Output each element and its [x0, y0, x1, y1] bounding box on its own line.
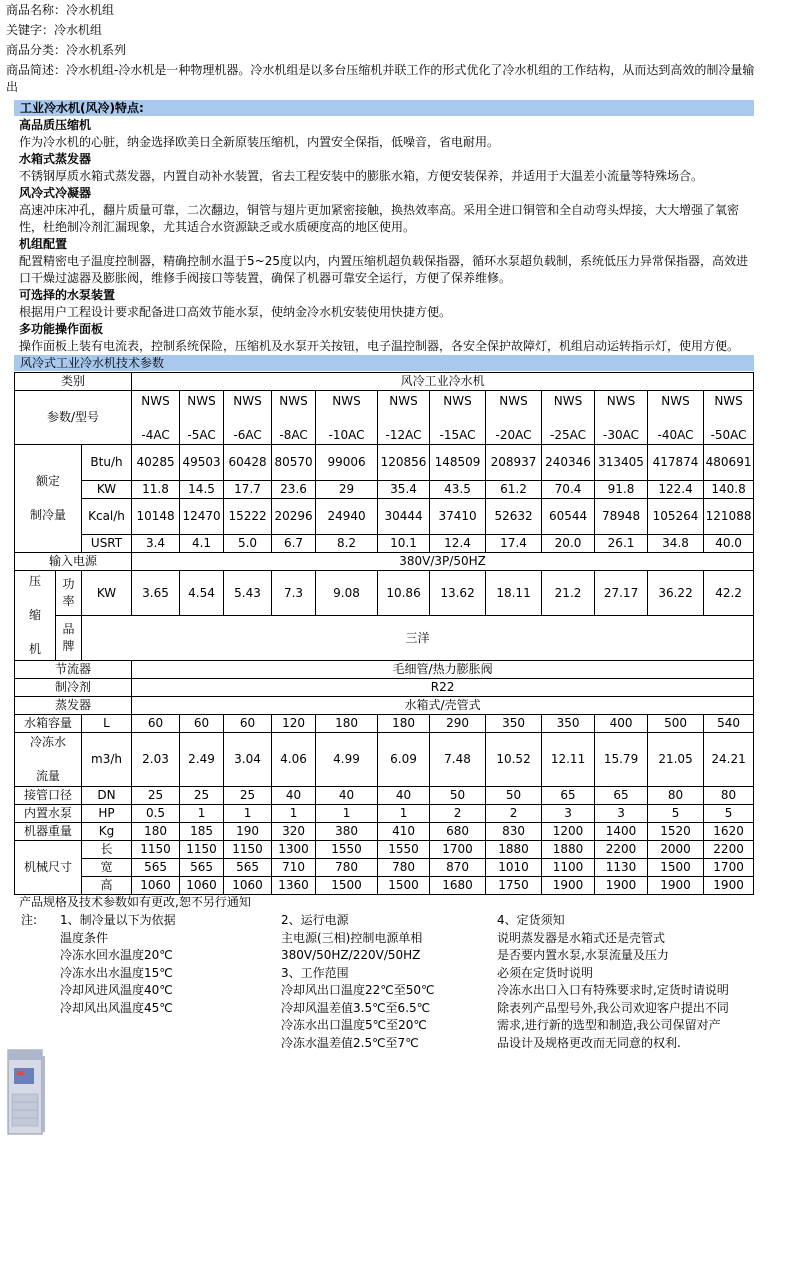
feature-heading: 水箱式蒸发器	[19, 152, 92, 166]
model-cell	[704, 391, 754, 445]
value-cell: 3	[542, 805, 595, 823]
value-cell: 40	[316, 787, 378, 805]
compressor-label: 压 缩 机	[15, 571, 56, 661]
value-cell: 60	[180, 715, 224, 733]
value-cell: 7.3	[272, 571, 316, 616]
value-cell: 2200	[704, 841, 754, 859]
value-cell: 40285	[132, 445, 180, 481]
value-cell: 25	[132, 787, 180, 805]
value-cell: 1360	[272, 877, 316, 895]
value-cell: 1150	[224, 841, 272, 859]
value-cell: 25	[224, 787, 272, 805]
value-cell: 780	[316, 859, 378, 877]
model-cell	[595, 391, 648, 445]
model-suffix: -6AC	[233, 428, 262, 442]
value-cell: 12.11	[542, 733, 595, 787]
value-cell: 400	[595, 715, 648, 733]
feature-heading: 高品质压缩机	[19, 118, 92, 132]
value-cell: 1100	[542, 859, 595, 877]
value-cell: 80	[704, 787, 754, 805]
value-cell: 3.4	[132, 535, 180, 553]
weight-label: 机器重量	[15, 823, 82, 841]
value-cell: 52632	[486, 499, 542, 535]
value-cell: 14.5	[180, 481, 224, 499]
value-cell: 4.54	[180, 571, 224, 616]
refrigerant-label: 制冷剂	[15, 679, 132, 697]
value-cell: 3.65	[132, 571, 180, 616]
value-cell: 10148	[132, 499, 180, 535]
value-cell: 60	[224, 715, 272, 733]
product-intro: 商品简述：冷水机组-冷水机是一种物理机器。冷水机组是以多台压缩机并联工作的形式优化了冷水机组的工作结构，从而达到高效的制冷量输出	[6, 63, 755, 94]
value-cell: 1550	[316, 841, 378, 859]
note-line: 1、制冷量以下为依据	[60, 913, 176, 927]
unit-cell: Kcal/h	[82, 499, 132, 535]
value-cell: 1880	[486, 841, 542, 859]
value-cell: 60428	[224, 445, 272, 481]
value-cell: 1060	[180, 877, 224, 895]
unit-cell: L	[82, 715, 132, 733]
value-cell: 3.04	[224, 733, 272, 787]
pipe-label: 接管口径	[15, 787, 82, 805]
unit-cell: m3/h	[82, 733, 132, 787]
value-cell: 417874	[648, 445, 704, 481]
value-cell: 21.05	[648, 733, 704, 787]
value-cell: 565	[224, 859, 272, 877]
value-cell: 40	[272, 787, 316, 805]
model-prefix: NWS	[553, 394, 583, 408]
value-cell: 122.4	[648, 481, 704, 499]
value-cell: 42.2	[704, 571, 754, 616]
value-cell: 13.62	[430, 571, 486, 616]
value-cell: 24.21	[704, 733, 754, 787]
unit-cell: 宽	[82, 859, 132, 877]
note-line: 温度条件	[60, 930, 109, 945]
value-cell: 1010	[486, 859, 542, 877]
value-cell: 1500	[378, 877, 430, 895]
value-cell: 40	[378, 787, 430, 805]
product-keyword: 关键字：冷水机组	[6, 23, 103, 37]
value-cell: 480691	[704, 445, 754, 481]
value-cell: 50	[430, 787, 486, 805]
value-cell: 1520	[648, 823, 704, 841]
value-cell: 870	[430, 859, 486, 877]
unit-cell: Btu/h	[82, 445, 132, 481]
value-cell: 148509	[430, 445, 486, 481]
value-cell: 27.17	[595, 571, 648, 616]
value-cell: 780	[378, 859, 430, 877]
model-prefix: NWS	[233, 394, 262, 408]
value-cell: 1700	[430, 841, 486, 859]
value-cell: 20.0	[542, 535, 595, 553]
value-cell: 18.11	[486, 571, 542, 616]
value-cell: 500	[648, 715, 704, 733]
value-cell: 5.0	[224, 535, 272, 553]
feature-heading: 机组配置	[19, 237, 68, 251]
note-line: 必须在定货时说明	[497, 965, 594, 980]
model-cell	[180, 391, 224, 445]
flow-label: 冷冻水 流量	[15, 733, 82, 787]
value-cell: 1400	[595, 823, 648, 841]
model-suffix: -8AC	[279, 428, 308, 442]
value-cell: 37410	[430, 499, 486, 535]
throttle-value: 毛细管/热力膨胀阀	[132, 661, 754, 679]
value-cell: 1750	[486, 877, 542, 895]
value-cell: 26.1	[595, 535, 648, 553]
notes-prefix: 注:	[21, 913, 38, 927]
note-line: 冷却风温差值3.5℃至6.5℃	[281, 1000, 431, 1015]
feature-heading: 可选择的水泵装置	[19, 288, 116, 302]
note-line: 冷冻水温差值2.5℃至7℃	[281, 1035, 419, 1050]
cooling-label: 额定 制冷量	[15, 445, 82, 553]
value-cell: 1	[180, 805, 224, 823]
value-cell: 208937	[486, 445, 542, 481]
value-cell: 17.7	[224, 481, 272, 499]
value-cell: 121088	[704, 499, 754, 535]
value-cell: 1060	[132, 877, 180, 895]
model-suffix: -4AC	[141, 428, 170, 442]
notes-col-3	[497, 912, 729, 1052]
value-cell: 2	[430, 805, 486, 823]
value-cell: 7.48	[430, 733, 486, 787]
model-prefix: NWS	[187, 394, 216, 408]
chiller-machine-image	[6, 1046, 46, 1138]
model-prefix: NWS	[714, 394, 743, 408]
value-cell: 29	[316, 481, 378, 499]
value-cell: 1900	[704, 877, 754, 895]
evaporator-value: 水箱式/壳管式	[132, 697, 754, 715]
model-cell	[378, 391, 430, 445]
refrigerant-value: R22	[132, 679, 754, 697]
note-line: 380V/50HZ/220V/50HZ	[281, 948, 421, 962]
features-band: 工业冷水机(风冷)特点:	[14, 100, 754, 116]
value-cell: 4.99	[316, 733, 378, 787]
value-cell: 2200	[595, 841, 648, 859]
note-line: 2、运行电源	[281, 913, 349, 927]
feature-text: 操作面板上装有电流表，控制系统保险，压缩机及水泵开关按钮，电子温控制器，各安全保护故障灯，机组启动运转指示灯，使用方便。	[19, 339, 740, 353]
spec-band: 风冷式工业冷水机技术参数	[14, 355, 754, 371]
category-label: 类别	[15, 373, 132, 391]
value-cell: 350	[486, 715, 542, 733]
value-cell: 1	[272, 805, 316, 823]
model-cell	[272, 391, 316, 445]
value-cell: 290	[430, 715, 486, 733]
value-cell: 1	[316, 805, 378, 823]
value-cell: 4.1	[180, 535, 224, 553]
value-cell: 15.79	[595, 733, 648, 787]
note-line: 除表列产品型号外,我公司欢迎客户提出不同	[497, 1000, 729, 1015]
value-cell: 180	[378, 715, 430, 733]
model-suffix: -20AC	[495, 428, 532, 442]
value-cell: 180	[316, 715, 378, 733]
model-suffix: -50AC	[710, 428, 747, 442]
value-cell: 1500	[316, 877, 378, 895]
power-label: 输入电源	[15, 553, 132, 571]
pump-label: 内置水泵	[15, 805, 82, 823]
model-prefix: NWS	[606, 394, 636, 408]
value-cell: 120	[272, 715, 316, 733]
feature-heading: 多功能操作面板	[19, 322, 104, 336]
tank-label: 水箱容量	[15, 715, 82, 733]
model-prefix: NWS	[141, 394, 170, 408]
value-cell: 1300	[272, 841, 316, 859]
value-cell: 140.8	[704, 481, 754, 499]
value-cell: 0.5	[132, 805, 180, 823]
note-line: 冷却风出口温度22℃至50℃	[281, 983, 435, 997]
feature-text: 作为冷水机的心脏，纳金选择欧美日全新原装压缩机，内置安全保指，低噪音，省电耐用。	[19, 135, 500, 149]
model-suffix: -5AC	[187, 428, 216, 442]
value-cell: 91.8	[595, 481, 648, 499]
model-cell	[542, 391, 595, 445]
value-cell: 61.2	[486, 481, 542, 499]
value-cell: 15222	[224, 499, 272, 535]
value-cell: 10.1	[378, 535, 430, 553]
value-cell: 12.4	[430, 535, 486, 553]
features-list	[19, 117, 759, 355]
note-line: 4、定货须知	[497, 913, 565, 927]
value-cell: 320	[272, 823, 316, 841]
model-prefix: NWS	[499, 394, 528, 408]
category-value: 风冷工业冷水机	[132, 373, 754, 391]
value-cell: 9.08	[316, 571, 378, 616]
note-line: 需求,进行新的选型和制造,我公司保留对产	[497, 1018, 721, 1032]
value-cell: 1500	[648, 859, 704, 877]
model-suffix: -25AC	[550, 428, 587, 442]
value-cell: 185	[180, 823, 224, 841]
model-cell	[224, 391, 272, 445]
model-prefix: NWS	[389, 394, 418, 408]
value-cell: 1060	[224, 877, 272, 895]
value-cell: 60	[132, 715, 180, 733]
value-cell: 350	[542, 715, 595, 733]
value-cell: 20296	[272, 499, 316, 535]
value-cell: 2.03	[132, 733, 180, 787]
value-cell: 190	[224, 823, 272, 841]
value-cell: 120856	[378, 445, 430, 481]
model-prefix: NWS	[332, 394, 361, 408]
note-line: 品设计及规格更改而无同意的权利.	[497, 1035, 681, 1050]
model-prefix: NWS	[443, 394, 472, 408]
value-cell: 1900	[542, 877, 595, 895]
value-cell: 11.8	[132, 481, 180, 499]
model-suffix: -30AC	[603, 428, 640, 442]
value-cell: 540	[704, 715, 754, 733]
value-cell: 10.52	[486, 733, 542, 787]
value-cell: 5	[704, 805, 754, 823]
note-line: 说明蒸发器是水箱式还是壳管式	[497, 930, 666, 945]
product-category: 商品分类：冷水机系列	[6, 43, 127, 57]
value-cell: 1900	[648, 877, 704, 895]
note-line: 主电源(三相)控制电源单相	[281, 930, 423, 945]
value-cell: 565	[132, 859, 180, 877]
value-cell: 1880	[542, 841, 595, 859]
value-cell: 6.7	[272, 535, 316, 553]
value-cell: 1200	[542, 823, 595, 841]
value-cell: 830	[486, 823, 542, 841]
value-cell: 313405	[595, 445, 648, 481]
feature-text: 根据用户工程设计要求配备进口高效节能水泵，使纳金冷水机安装使用快捷方便。	[19, 305, 452, 319]
throttle-label: 节流器	[15, 661, 132, 679]
value-cell: 6.09	[378, 733, 430, 787]
value-cell: 23.6	[272, 481, 316, 499]
value-cell: 5	[648, 805, 704, 823]
unit-cell: KW	[82, 481, 132, 499]
unit-cell: USRT	[82, 535, 132, 553]
value-cell: 1150	[132, 841, 180, 859]
value-cell: 24940	[316, 499, 378, 535]
value-cell: 36.22	[648, 571, 704, 616]
value-cell: 80570	[272, 445, 316, 481]
note-line: 冷却风进风温度40℃	[60, 983, 173, 997]
feature-heading: 风冷式冷凝器	[19, 186, 92, 200]
value-cell: 1150	[180, 841, 224, 859]
value-cell: 80	[648, 787, 704, 805]
value-cell: 43.5	[430, 481, 486, 499]
value-cell: 70.4	[542, 481, 595, 499]
value-cell: 240346	[542, 445, 595, 481]
unit-cell: DN	[82, 787, 132, 805]
value-cell: 40.0	[704, 535, 754, 553]
feature-text: 高速冲床冲孔，翻片质量可靠，二次翻边，铜管与翅片更加紧密接触，换热效率高。采用全进口铜管和全自动弯头焊接，大大增强了氧密性，杜绝制冷剂汇漏现象，尤其适合水资源缺乏或水质硬度高的地区使用。	[19, 203, 740, 234]
model-suffix: -12AC	[385, 428, 422, 442]
value-cell: 1680	[430, 877, 486, 895]
value-cell: 2.49	[180, 733, 224, 787]
brand-label: 品 牌	[56, 616, 82, 661]
value-cell: 1700	[704, 859, 754, 877]
notes-header: 产品规格及技术参数如有更改,恕不另行通知	[19, 895, 251, 909]
model-suffix: -15AC	[439, 428, 476, 442]
product-name: 商品名称：冷水机组	[6, 3, 115, 17]
unit-cell: HP	[82, 805, 132, 823]
note-line: 冷却风出风温度45℃	[60, 1000, 173, 1015]
note-line: 冷冻水出口入口有特殊要求时,定货时请说明	[497, 983, 729, 997]
value-cell: 680	[430, 823, 486, 841]
note-line: 冷冻水出水温度15℃	[60, 965, 173, 980]
value-cell: 105264	[648, 499, 704, 535]
value-cell: 410	[378, 823, 430, 841]
value-cell: 50	[486, 787, 542, 805]
value-cell: 78948	[595, 499, 648, 535]
value-cell: 1550	[378, 841, 430, 859]
dims-label: 机械尺寸	[15, 841, 82, 895]
model-suffix: -40AC	[657, 428, 694, 442]
value-cell: 21.2	[542, 571, 595, 616]
comp-power-label: 功 率	[56, 571, 82, 616]
value-cell: 2000	[648, 841, 704, 859]
value-cell: 65	[542, 787, 595, 805]
model-cell	[132, 391, 180, 445]
model-cell	[648, 391, 704, 445]
model-label: 参数/型号	[15, 391, 132, 445]
value-cell: 3	[595, 805, 648, 823]
value-cell: 1	[224, 805, 272, 823]
value-cell: 99006	[316, 445, 378, 481]
model-prefix: NWS	[279, 394, 308, 408]
spec-table	[14, 372, 754, 895]
notes-col-2	[281, 912, 435, 1052]
note-line: 3、工作范围	[281, 965, 349, 980]
value-cell: 1	[378, 805, 430, 823]
model-cell	[486, 391, 542, 445]
evaporator-label: 蒸发器	[15, 697, 132, 715]
value-cell: 34.8	[648, 535, 704, 553]
model-cell	[430, 391, 486, 445]
value-cell: 25	[180, 787, 224, 805]
value-cell: 710	[272, 859, 316, 877]
model-prefix: NWS	[661, 394, 690, 408]
feature-text: 不锈钢厚质水箱式蒸发器，内置自动补水装置，省去工程安装中的膨胀水箱，方便安装保养，并适用于大温差小流量等特殊场合。	[19, 169, 704, 183]
unit-cell: Kg	[82, 823, 132, 841]
value-cell: 5.43	[224, 571, 272, 616]
model-suffix: -10AC	[328, 428, 365, 442]
power-value: 380V/3P/50HZ	[132, 553, 754, 571]
brand-value: 三洋	[82, 616, 754, 661]
unit-cell: KW	[82, 571, 132, 616]
unit-cell: 长	[82, 841, 132, 859]
value-cell: 1130	[595, 859, 648, 877]
value-cell: 1900	[595, 877, 648, 895]
value-cell: 12470	[180, 499, 224, 535]
value-cell: 1620	[704, 823, 754, 841]
value-cell: 17.4	[486, 535, 542, 553]
unit-cell: 高	[82, 877, 132, 895]
value-cell: 35.4	[378, 481, 430, 499]
value-cell: 180	[132, 823, 180, 841]
value-cell: 565	[180, 859, 224, 877]
note-line: 冷冻水出口温度5℃至20℃	[281, 1018, 427, 1032]
model-cell	[316, 391, 378, 445]
value-cell: 30444	[378, 499, 430, 535]
note-line: 是否要内置水泵,水泵流量及压力	[497, 948, 669, 962]
note-line: 冷冻水回水温度20℃	[60, 948, 173, 962]
notes-col-1	[60, 912, 176, 1017]
value-cell: 4.06	[272, 733, 316, 787]
value-cell: 10.86	[378, 571, 430, 616]
value-cell: 2	[486, 805, 542, 823]
value-cell: 65	[595, 787, 648, 805]
feature-text: 配置精密电子温度控制器，精确控制水温于5~25度以内，内置压缩机超负载保指器，循环水泵超负载制，系统低压力异常保指器，高效进口干燥过滤器及膨胀阀，维修手阀接口等装置，确保了机器可靠安全运行，方便了保养维修。	[19, 254, 748, 285]
value-cell: 380	[316, 823, 378, 841]
value-cell: 49503	[180, 445, 224, 481]
value-cell: 8.2	[316, 535, 378, 553]
value-cell: 60544	[542, 499, 595, 535]
